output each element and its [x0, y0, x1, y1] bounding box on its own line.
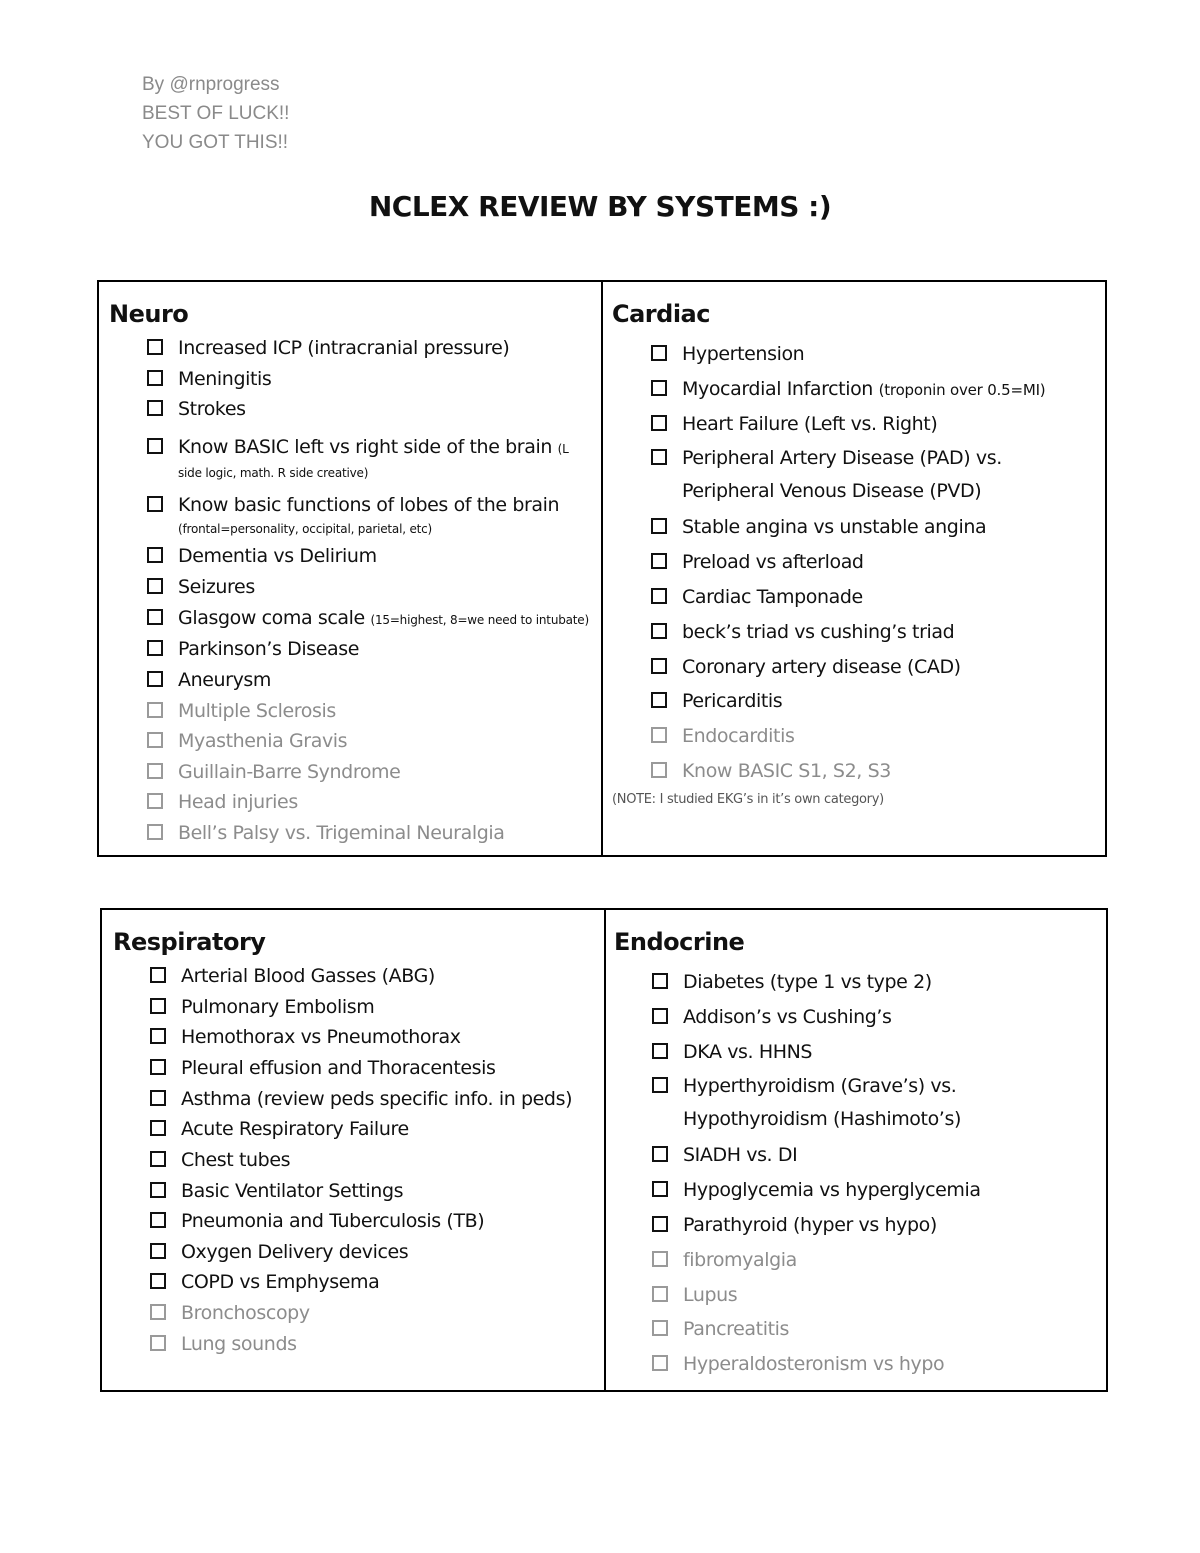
list-item[interactable]: Aneurysm	[147, 669, 589, 700]
checkbox-icon[interactable]	[147, 671, 163, 687]
list-item[interactable]: Hypoglycemia vs hyperglycemia	[652, 1179, 981, 1214]
list-item[interactable]: Hyperthyroidism (Grave’s) vs. Hypothyroidism (Hashimoto’s)	[652, 1075, 981, 1144]
cardiac-footnote: (NOTE: I studied EKG’s in it’s own category)	[612, 792, 884, 807]
checkbox-icon[interactable]	[150, 1151, 166, 1167]
checkbox-icon[interactable]	[652, 1043, 668, 1059]
checkbox-icon[interactable]	[652, 1077, 668, 1093]
checkbox-icon[interactable]	[147, 400, 163, 416]
good-luck-line: BEST OF LUCK!!	[142, 103, 290, 124]
checkbox-icon[interactable]	[147, 547, 163, 563]
list-item[interactable]: Know basic functions of lobes of the brain (frontal=personality, occipital, parietal, etc)	[147, 494, 589, 545]
neuro-list	[147, 337, 589, 852]
list-item[interactable]: Hemothorax vs Pneumothorax	[150, 1026, 572, 1057]
list-item[interactable]: Addison’s vs Cushing’s	[652, 1006, 981, 1041]
checkbox-icon[interactable]	[652, 1146, 668, 1162]
list-item[interactable]: Bronchoscopy	[150, 1302, 572, 1333]
list-item[interactable]: Pneumonia and Tuberculosis (TB)	[150, 1210, 572, 1241]
respiratory-heading: Respiratory	[113, 928, 266, 956]
checkbox-icon[interactable]	[150, 1243, 166, 1259]
checkbox-icon[interactable]	[147, 578, 163, 594]
checkbox-icon[interactable]	[652, 1216, 668, 1232]
note: side logic, math. R side creative)	[178, 466, 369, 480]
table-neuro-cardiac	[97, 280, 1107, 857]
list-item[interactable]: Diabetes (type 1 vs type 2)	[652, 971, 981, 1006]
list-item[interactable]: Myasthenia Gravis	[147, 730, 589, 761]
intro-block	[142, 70, 289, 157]
checkbox-icon[interactable]	[150, 998, 166, 1014]
checkbox-icon[interactable]	[651, 345, 667, 361]
list-item[interactable]: Pericarditis	[651, 690, 1045, 725]
checkbox-icon[interactable]	[150, 967, 166, 983]
checkbox-icon[interactable]	[652, 1320, 668, 1336]
list-item[interactable]: Arterial Blood Gasses (ABG)	[150, 965, 572, 996]
list-item[interactable]: Head injuries	[147, 791, 589, 822]
checkbox-icon[interactable]	[147, 640, 163, 656]
list-item[interactable]: Strokes	[147, 398, 589, 436]
checkbox-icon[interactable]	[147, 763, 163, 779]
list-item[interactable]: Cardiac Tamponade	[651, 586, 1045, 621]
checkbox-icon[interactable]	[651, 588, 667, 604]
cardiac-heading: Cardiac	[612, 300, 710, 328]
note: (L	[557, 442, 569, 456]
you-got-this-line: YOU GOT THIS!!	[142, 132, 289, 153]
list-item[interactable]: Acute Respiratory Failure	[150, 1118, 572, 1149]
note: (15=highest, 8=we need to intubate)	[370, 613, 589, 627]
neuro-section	[99, 282, 601, 855]
checkbox-icon[interactable]	[651, 449, 667, 465]
list-item[interactable]: Preload vs afterload	[651, 551, 1045, 586]
list-item[interactable]: beck’s triad vs cushing’s triad	[651, 621, 1045, 656]
list-item[interactable]: COPD vs Emphysema	[150, 1271, 572, 1302]
checkbox-icon[interactable]	[150, 1273, 166, 1289]
checkbox-icon[interactable]	[652, 1181, 668, 1197]
respiratory-list	[150, 965, 572, 1363]
endocrine-list	[652, 971, 981, 1383]
list-item[interactable]: Stable angina vs unstable angina	[651, 516, 1045, 551]
list-item[interactable]: Multiple Sclerosis	[147, 700, 589, 730]
list-item[interactable]: Know BASIC left vs right side of the brain (L side logic, math. R side creative)	[147, 436, 589, 494]
checkbox-icon[interactable]	[150, 1028, 166, 1044]
checkbox-icon[interactable]	[147, 609, 163, 625]
page-title: NCLEX REVIEW BY SYSTEMS :)	[368, 190, 832, 223]
list-item[interactable]: DKA vs. HHNS	[652, 1041, 981, 1075]
checkbox-icon[interactable]	[150, 1182, 166, 1198]
checkbox-icon[interactable]	[150, 1304, 166, 1320]
neuro-heading: Neuro	[109, 300, 189, 328]
checkbox-icon[interactable]	[147, 496, 163, 512]
checkbox-icon[interactable]	[651, 727, 667, 743]
list-item[interactable]: Coronary artery disease (CAD)	[651, 656, 1045, 690]
list-item[interactable]: Guillain-Barre Syndrome	[147, 761, 589, 791]
list-item[interactable]: Glasgow coma scale (15=highest, 8=we need to intubate)	[147, 607, 589, 638]
checkbox-icon[interactable]	[147, 793, 163, 809]
list-item[interactable]: Meningitis	[147, 368, 589, 398]
list-item[interactable]: Heart Failure (Left vs. Right)	[651, 413, 1045, 447]
byline: By @rnprogress	[142, 74, 280, 95]
checkbox-icon[interactable]	[652, 1355, 668, 1371]
list-item[interactable]: Bell’s Palsy vs. Trigeminal Neuralgia	[147, 822, 589, 852]
checkbox-icon[interactable]	[147, 370, 163, 386]
checkbox-icon[interactable]	[147, 702, 163, 718]
checkbox-icon[interactable]	[651, 658, 667, 674]
cardiac-list	[651, 343, 1045, 790]
list-item[interactable]: Oxygen Delivery devices	[150, 1241, 572, 1271]
list-item[interactable]: Increased ICP (intracranial pressure)	[147, 337, 589, 368]
checkbox-icon[interactable]	[652, 973, 668, 989]
list-item[interactable]: Pulmonary Embolism	[150, 996, 572, 1026]
checkbox-icon[interactable]	[651, 518, 667, 534]
list-item[interactable]: fibromyalgia	[652, 1249, 981, 1284]
list-item[interactable]: Chest tubes	[150, 1149, 572, 1180]
checkbox-icon[interactable]	[651, 553, 667, 569]
list-item[interactable]: Lupus	[652, 1284, 981, 1318]
note: (frontal=personality, occipital, parietal, etc)	[178, 522, 433, 536]
respiratory-section	[102, 910, 604, 1390]
checkbox-icon[interactable]	[651, 415, 667, 431]
table-respiratory-endocrine	[100, 908, 1108, 1392]
checkbox-icon[interactable]	[652, 1008, 668, 1024]
list-item[interactable]: Peripheral Artery Disease (PAD) vs. Peripheral Venous Disease (PVD)	[651, 447, 1045, 516]
list-item[interactable]: Hyperaldosteronism vs hypo	[652, 1353, 981, 1383]
list-item[interactable]: Dementia vs Delirium	[147, 545, 589, 576]
cardiac-section	[601, 282, 1105, 855]
list-item[interactable]: Know BASIC S1, S2, S3	[651, 760, 1045, 790]
list-item[interactable]: Asthma (review peds specific info. in peds)	[150, 1088, 572, 1118]
list-item[interactable]: Pancreatitis	[652, 1318, 981, 1353]
checkbox-icon[interactable]	[147, 732, 163, 748]
checkbox-icon[interactable]	[150, 1120, 166, 1136]
checkbox-icon[interactable]	[147, 438, 163, 454]
endocrine-section	[604, 910, 1106, 1390]
checkbox-icon[interactable]	[150, 1059, 166, 1075]
note: (troponin over 0.5=MI)	[878, 381, 1046, 399]
list-item[interactable]: Pleural effusion and Thoracentesis	[150, 1057, 572, 1088]
checkbox-icon[interactable]	[147, 339, 163, 355]
list-item[interactable]: Endocarditis	[651, 725, 1045, 760]
checkbox-icon[interactable]	[147, 824, 163, 840]
list-item[interactable]: Lung sounds	[150, 1333, 572, 1363]
checkbox-icon[interactable]	[651, 762, 667, 778]
checkbox-icon[interactable]	[651, 380, 667, 396]
checkbox-icon[interactable]	[150, 1335, 166, 1351]
list-item[interactable]: Parathyroid (hyper vs hypo)	[652, 1214, 981, 1249]
checkbox-icon[interactable]	[651, 623, 667, 639]
checkbox-icon[interactable]	[652, 1251, 668, 1267]
list-item[interactable]: Parkinson’s Disease	[147, 638, 589, 669]
list-item[interactable]: Basic Ventilator Settings	[150, 1180, 572, 1210]
list-item[interactable]: Hypertension	[651, 343, 1045, 378]
checkbox-icon[interactable]	[150, 1090, 166, 1106]
list-item[interactable]: Seizures	[147, 576, 589, 607]
checkbox-icon[interactable]	[150, 1212, 166, 1228]
endocrine-heading: Endocrine	[614, 928, 745, 956]
list-item[interactable]: SIADH vs. DI	[652, 1144, 981, 1179]
checkbox-icon[interactable]	[651, 692, 667, 708]
checkbox-icon[interactable]	[652, 1286, 668, 1302]
list-item[interactable]: Myocardial Infarction (troponin over 0.5=MI)	[651, 378, 1045, 413]
